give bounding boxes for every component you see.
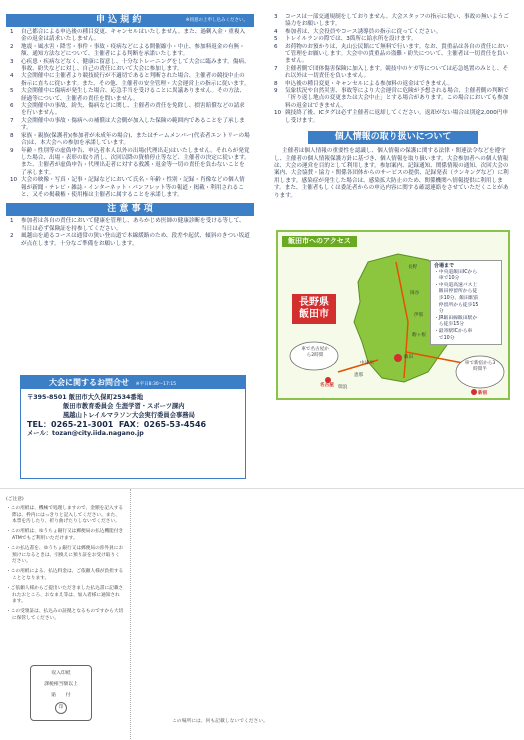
- pin-ina: 伊那: [414, 313, 424, 318]
- right-notice-item-text: 競技終了後、ICタグは必ず主催者に返却してください。返却がない場合は別途2,000円申し受けます。: [285, 110, 508, 124]
- form-note: ・この受領証は、払込みの証拠となるものですから大切に保管してください。: [6, 609, 124, 621]
- right-notice-item-number: 5: [274, 36, 278, 43]
- legend-lines: [434, 270, 498, 343]
- right-notice-item: [274, 66, 512, 81]
- pin-iida: 飯田: [404, 355, 414, 360]
- right-notice-item-number: 4: [274, 28, 278, 35]
- contact-box: [20, 375, 246, 479]
- legend-line: ら徒歩15分: [434, 322, 465, 328]
- stamp-line3: 貼 付: [51, 693, 71, 698]
- form-note: ・この用紙は、機械で処理しますので、金額を記入する際は、枠内にはっきりと記入してください。また、本票を汚したり、折り曲げたりしないでください。: [6, 505, 124, 525]
- pin-nakatsugawa: 中津川: [360, 361, 374, 366]
- rule-item: [10, 148, 250, 178]
- rule-item: [10, 118, 250, 133]
- right-notice-item: [274, 44, 512, 66]
- stamp-line1: 収入印紙: [51, 671, 71, 676]
- rule-item-text: 大会開催中の事故・傷病への補償は大会側が加入した保険の範囲内であることを了承します。: [21, 117, 245, 132]
- rule-item: [10, 88, 250, 103]
- pin-nagano: 長野: [408, 265, 418, 270]
- right-notice-item: [274, 88, 512, 110]
- notice-item-number: 1: [10, 218, 14, 225]
- rule-item-text: 大会開催中に傷病が発生した場合、応急手当を受けることに異議ありません。その方法、経過等について、主催者の責任を問いません。: [21, 88, 246, 102]
- pin-okaya: 岡谷: [410, 291, 420, 296]
- contact-hours: ※平日8:30～17:15: [135, 382, 177, 387]
- contact-fax: FAX：0265-53-4546: [118, 420, 207, 429]
- right-notice-item-text: 主催者側で団体傷害保険に加入します。競技中のケガ等については応急処置のみとし、それ以外は一切責任を負いません。: [285, 65, 509, 80]
- notes-header: [6, 203, 254, 216]
- legend-line: で10分: [434, 335, 455, 341]
- right-notice-item-number: 7: [274, 65, 278, 72]
- rule-item: [10, 29, 250, 44]
- contact-title: 大会に関するお問合せ: [49, 378, 129, 387]
- legend-line: ・最寄駅ICから車: [434, 328, 473, 334]
- notice-item-number: 2: [10, 233, 14, 240]
- legend-line: 飯田停留所から徒: [434, 289, 478, 295]
- rule-item: [10, 73, 250, 88]
- contact-body: [21, 389, 245, 442]
- contact-org1: 飯田市教育委員会 生涯学習・スポーツ課内: [63, 403, 185, 410]
- rule-item-text: 大会開催中の事故、紛失、傷病などに関し、主催者の責任を免除し、損害賠償などの請求を行いません。: [21, 103, 245, 117]
- privacy-title: 個人情報の取り扱いについて: [334, 132, 452, 143]
- access-legend: [430, 260, 502, 345]
- rule-item-number: 4: [10, 73, 14, 80]
- contact-postal: 〒395-8501: [27, 394, 67, 401]
- legend-title: 合場まで: [434, 263, 455, 269]
- privacy-text: 主催者は個人情報の重要性を認識し、個人情報の保護に関する法律・関連法令などを遵守し、主催者の個人情報保護方針に基づき、個人情報を取り扱います。大会参加者への個人情報は、大会の運営を目的として利用します。参加案内、記録通知、関係情報の通知、次回大会の案内、大会協賛・協力・関係各団体からのサービスの提供、記録発表（ランキングなど）に利用します。感染症が発生した場合は、感染拡大防止のため、関係機関へ情報提供に利用します。また、主催者もしくは委託者からの申込内容に関する確認連絡をさせていただくことがあります。: [274, 148, 509, 199]
- rule-item-text: 家族・親族(保護者)(参加者が未成年の場合)、またはチームメンバー(代表者エントリーの場合)は、本大会への参加を承諾しています。: [21, 132, 250, 147]
- contact-mail[interactable]: メール：tozan@city.iida.nagano.jp: [27, 430, 144, 437]
- rule-item-text: 地震・風水害・降雪・事件・事故・疫病などによる開催縮小・中止、参加料返金の有無・額、通知方法などについて、主催者による判断を承諾いたします。: [21, 43, 245, 58]
- iida-marker: [394, 354, 402, 362]
- stamp-line2: 課税相当額以上: [44, 682, 78, 687]
- form-note: ・この用紙による、払込料金は、ご依頼人様が負担することとなります。: [6, 569, 124, 581]
- right-notice-item-text: トレイルランの際では、3箇所に給水所を設けます。: [285, 36, 417, 43]
- map-title: 飯田市へのアクセス: [282, 236, 357, 247]
- rule-item: [10, 133, 250, 148]
- right-notice-item-text: 参加者は、大会役員やコース誘導員の指示に従ってください。: [285, 28, 442, 35]
- rule-item: [10, 44, 250, 59]
- form-note: ・この用紙は、ゆうちょ銀行又は郵便局の払込機能付きATMでもご利用いただけます。: [6, 529, 124, 541]
- rule-item-number: 8: [10, 132, 14, 139]
- rule-item-number: 2: [10, 43, 14, 50]
- notes-list: [6, 216, 254, 248]
- rule-item-number: 10: [10, 177, 18, 184]
- rule-item-text: 大会の映像・写真・記事・記録などにおいて氏名・年齢・性別・記録・肖像などの個人情報が新聞・テレビ・雑誌・インターネット・パンフレット等の報道・掲載・利用されること、又その掲載権・使用権は主催者に属することを承諾します。: [21, 177, 245, 198]
- shinjuku-label: 新宿: [478, 391, 488, 396]
- right-notice-item: [274, 81, 512, 88]
- left-column: [6, 14, 254, 248]
- right-notice-item: [274, 36, 512, 43]
- contact-header: [21, 376, 245, 389]
- rule-item: [10, 59, 250, 74]
- form-notes-header: (ご注意): [6, 497, 24, 502]
- rule-item-number: 6: [10, 103, 14, 110]
- right-notice-item-number: 6: [274, 43, 278, 50]
- rules-title: 申 込 規 約: [96, 15, 142, 25]
- access-map: [276, 230, 510, 400]
- form-bottom-note: この場所には、何も記載しないでください。: [172, 719, 268, 724]
- right-notice-item-text: お荷物のお預かりは、丸山公民館にて無料で行います。なお、貴重品は各自の責任において管理をお願いします。大会中の貴重品の盗難・紛失について、主催者は一切責任を負いません。: [285, 43, 509, 65]
- rule-item-text: 自己都合による申込後の種目変更、キャンセルはいたしません。また、過剰入金・重複入金の返金は請求いたしません。: [21, 29, 246, 43]
- legend-line: ・中央道飯田ICから: [434, 269, 478, 275]
- pin-ena: 恵那: [354, 373, 364, 378]
- right-column: [270, 14, 516, 396]
- pin-komagane: 駒ヶ根: [412, 333, 426, 338]
- legend-line: 分: [434, 309, 444, 315]
- right-notes-list: [270, 14, 516, 125]
- notice-item-text: 風越山を通るコースは通常の狭い登山道で本線緩路のため、段差や起伏、傾斜のきつい坂道が点在します。十分なご準備をお願いします。: [21, 233, 250, 247]
- legend-line: 停留所から徒歩15: [434, 302, 479, 308]
- form-notes-list: [6, 506, 124, 623]
- privacy-header: [308, 131, 478, 144]
- city-label: 長野県飯田市: [292, 294, 336, 324]
- legend-line: 車で10分: [434, 276, 460, 282]
- notice-item-text: 参加者は各自の責任において健康を管理し、あらかじめ医師の健康診断を受ける等して、当日は必ず保険証を持参してください。: [21, 218, 245, 232]
- right-notice-item: [274, 110, 512, 125]
- rule-item-number: 3: [10, 58, 14, 65]
- revenue-stamp-box: [30, 665, 92, 721]
- shinjuku-drive-label: 車で新宿から3時間半: [464, 361, 496, 372]
- legend-line: 歩10分、飯田駅前: [434, 295, 479, 301]
- rule-item: [10, 103, 250, 118]
- nagoya-drive-label: 車で名古屋から2時間: [301, 347, 329, 358]
- rules-list: [6, 27, 254, 199]
- rule-item-number: 5: [10, 88, 14, 95]
- form-note: ・ご依頼人様からご提出いただきました払込書に記載されたおところ、おなまえ等は、加入者様に通知されます。: [6, 585, 124, 605]
- right-notice-item-number: 3: [274, 14, 278, 20]
- right-notice-item-number: 9: [274, 88, 278, 95]
- rules-note: ※同意の上申し込みください。: [185, 18, 248, 23]
- notice-item: [10, 233, 250, 248]
- right-notice-item-text: 申込後の種目変更・キャンセルによる参加料の返金はできません。: [285, 80, 454, 87]
- notice-item: [10, 218, 250, 233]
- legend-line: ・JR飯田線飯田駅か: [434, 315, 478, 321]
- rules-header: [6, 14, 254, 27]
- right-notice-item-text: コースは一部交通規制をしておりません。大会スタッフの指示に従い、事故の無いようご協力をお願いします。: [285, 14, 509, 28]
- form-note: ・この払込書を、ゆうちょ銀行又は郵便局の渉外員にお預けになるときは、引換えに預り証をお受け取りください。: [6, 545, 124, 565]
- right-notice-item-number: 8: [274, 80, 278, 87]
- legend-line: ・中央道高速バス上: [434, 282, 478, 288]
- rule-item-text: 心疾患・疾病などなく、健康に留意し、十分なトレーニングをして大会に臨みます。傷病、事故、紛失などに対し、自己の責任において大会に参加します。: [21, 58, 250, 73]
- pin-mizunami: 瑞浪: [338, 385, 348, 390]
- notes-title: 注 意 事 項: [107, 204, 153, 215]
- contact-tel: TEL：0265-21-3001: [27, 420, 114, 429]
- seal-circle: 印: [55, 702, 67, 714]
- right-notice-item-number: 10: [274, 110, 282, 117]
- contact-org2: 風越山トレイルマラソン大会実行委員会事務局: [63, 412, 195, 419]
- right-notice-item-text: 気象状況や自然災害、事故等により大会運営に危険が予想される場合、主催者側の判断で「折り返し地点の変更または大会中止」とする場合があります。この場合においても参加料の返金はできません。: [285, 88, 509, 109]
- form-notes: [6, 497, 124, 626]
- rule-item-number: 1: [10, 29, 14, 35]
- contact-address: 飯田市大久保町2534番地: [68, 394, 143, 401]
- form-divider: [130, 489, 131, 740]
- right-notice-item: [274, 14, 512, 29]
- rule-item-text: 大会開催中に主催者より競技続行が不適切であると判断された場合、主催者の競技中止の指示に直ちに従います。また、その他、主催者の安全管理・大会運営上の指示に従います。: [21, 73, 250, 87]
- rule-item-number: 7: [10, 117, 14, 124]
- postal-transfer-form: [0, 488, 524, 740]
- nagoya-label: 名古屋: [320, 383, 334, 388]
- rule-item-number: 9: [10, 147, 14, 154]
- rule-item-text: 年齢・性別等の虚偽申告、申込者本人以外の出場(代理出走)はいたしません。それらが発覚した場合、出場・表彰の取り消し、次回以降の資格停止等など、主催者の決定に従います。また、主催者が虚偽申告・代理出走者に対する救護・返金等一切の責任を負わないことを了承します。: [21, 147, 250, 176]
- rule-item: [10, 177, 250, 199]
